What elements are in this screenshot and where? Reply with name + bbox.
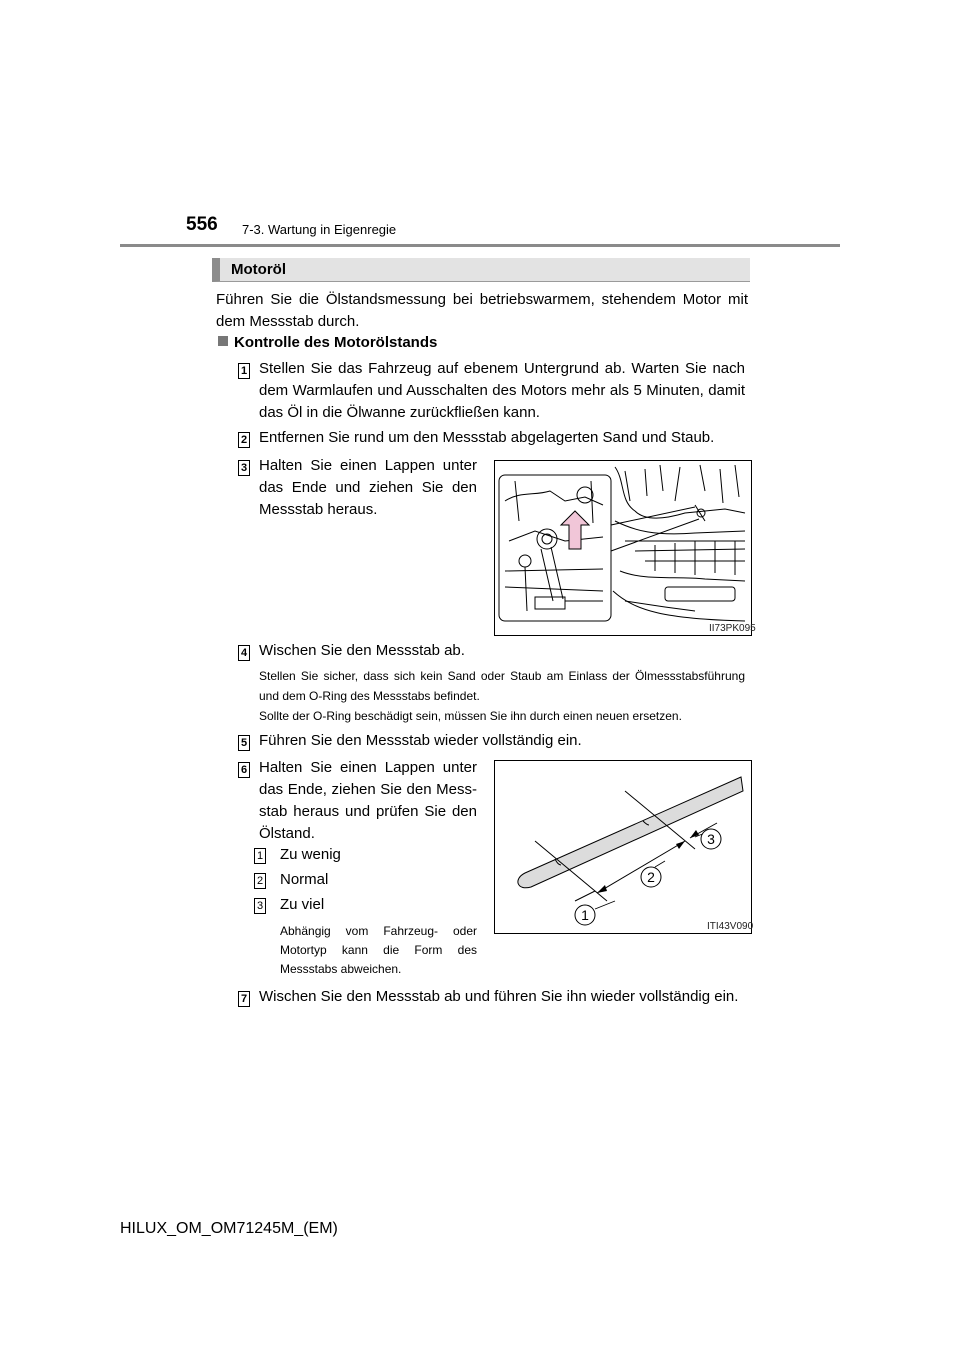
step-3-text: Halten Sie einen Lappen unter das Ende und ziehen Sie den Messstab heraus. [259,457,477,518]
step-number-2: 2 [238,432,250,448]
level-number-2: 2 [254,873,266,889]
level-label-zu-wenig: Zu wenig [280,846,341,863]
step-number-4: 4 [238,645,250,661]
dipstick-illustration [495,761,754,933]
dipstick-level-figure [494,760,752,934]
callout-1-label: 1 [581,907,589,923]
step-2-text: Entfernen Sie rund um den Messstab abgelagerten Sand und Staub. [259,429,715,446]
section-label: 7-3. Wartung in Eigenregie [242,222,397,237]
engine-figure-code: II73PK095 [709,623,756,634]
step-5-text: Führen Sie den Messstab wieder vollständig ein. [259,732,582,749]
step-4-note: Stellen Sie sicher, dass sich kein Sand oder Staub am Einlass der Ölmessstabsführung und dem O-Ring des Messstabs befindet. [259,669,745,703]
step-number-7: 7 [238,991,250,1007]
level-number-3: 3 [254,898,266,914]
document-code: HILUX_OM_OM71245M_(EM) [120,1220,338,1237]
subheading-text: Kontrolle des Motorölstands [234,334,438,351]
step-7-text: Wischen Sie den Messstab ab und führen Sie ihn wieder vollständig ein. [259,988,739,1005]
step-number-3: 3 [238,460,250,476]
step-4-note-2: Sollte der O-Ring beschädigt sein, müssen Sie ihn durch einen neuen ersetzen. [259,709,682,723]
engine-dipstick-figure [494,460,756,636]
section-title: Motoröl [231,261,286,278]
dipstick-figure-code: ITI43V090 [707,921,754,932]
subheading [218,334,437,351]
header-rule [120,244,840,247]
callout-2-label: 2 [647,869,655,885]
step-1-text: Stellen Sie das Fahrzeug auf ebenem Untergrund ab. Warten Sie nach dem Warmlaufen und Ausschalten des Motors mehr als 5 Minuten, damit das Öl in die Ölwanne zurückfließen kann. [259,360,745,421]
callout-3-label: 3 [707,831,715,847]
step-6-note: Abhängig vom Fahrzeug- oder Motortyp kann die Form des Messstabs abweichen. [280,924,477,976]
section-title-bar [212,258,750,282]
page-number: 556 [186,214,218,235]
level-number-1: 1 [254,848,266,864]
intro-paragraph: Führen Sie die Ölstandsmessung bei betriebswarmem, stehendem Motor mit dem Messstab durch. [216,291,748,330]
step-number-6: 6 [238,762,250,778]
step-4-text: Wischen Sie den Messstab ab. [259,642,465,659]
step-number-5: 5 [238,735,250,751]
step-6-text: Halten Sie einen Lappen unter das Ende, ziehen Sie den Messstab heraus und prüfen Sie den Ölstand. [259,759,477,842]
engine-illustration [495,461,751,635]
step-number-1: 1 [238,363,250,379]
level-label-zu-viel: Zu viel [280,896,325,913]
square-bullet-icon [218,336,228,346]
level-label-normal: Normal [280,871,329,888]
